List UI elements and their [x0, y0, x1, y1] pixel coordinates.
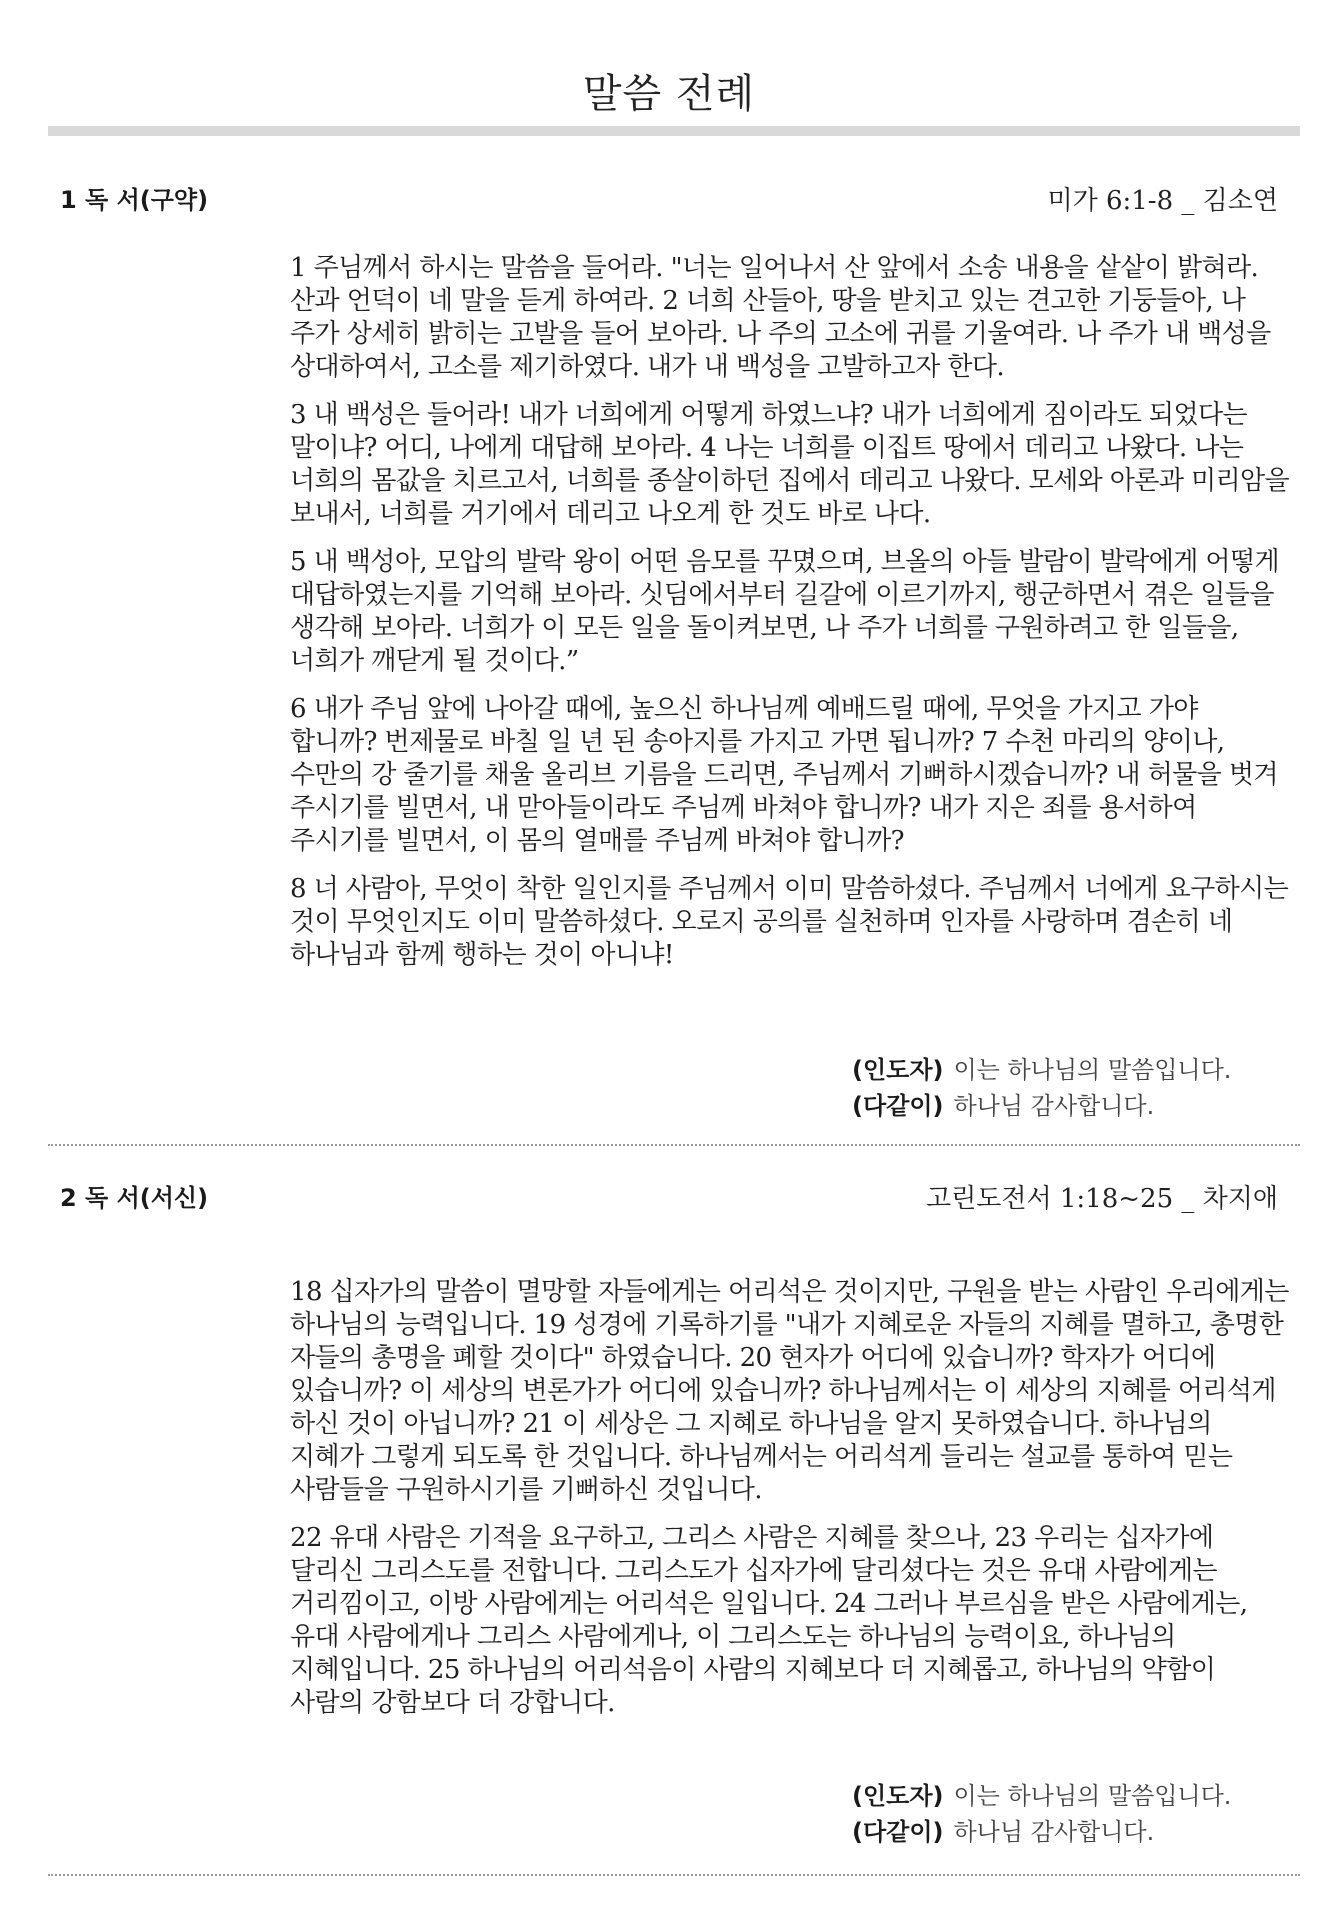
- congregation-text: 하나님 감사합니다.: [953, 1818, 1155, 1846]
- scripture-paragraph: 3 내 백성은 들어라! 내가 너희에게 어떻게 하였느냐? 내가 너희에게 짐이라도 되었다는 말이냐? 어디, 나에게 대답해 보아라. 4 나는 너희를 이집트 땅에서 데리고 나왔다. 나는 너희의 몸값을 치르고서, 너희를 종살이하던 집에서 데리고 나왔다. 모세와 아론과 미리암을 보내서, 너희를 거기에서 데리고 나오게 한 것도 바로 나다.: [290, 400, 1290, 529]
- page-title: 말씀 전례: [582, 71, 756, 117]
- congregation-text: 하나님 감사합니다.: [953, 1092, 1155, 1120]
- scripture-paragraph: 8 너 사람아, 무엇이 착한 일인지를 주님께서 이미 말씀하셨다. 주님께서 너에게 요구하시는 것이 무엇인지도 이미 말씀하셨다. 오로지 공의를 실천하며 인자를 사랑하며 겸손히 네 하나님과 함께 행하는 것이 아니냐!: [290, 874, 1289, 970]
- leader-label: (인도자): [852, 1056, 944, 1084]
- congregation-label: (다같이): [852, 1818, 944, 1846]
- leader-text: 이는 하나님의 말씀입니다.: [953, 1782, 1232, 1810]
- congregation-label: (다같이): [852, 1092, 944, 1120]
- leader-response: [852, 1052, 1292, 1088]
- scripture-paragraph: 6 내가 주님 앞에 나아갈 때에, 높으신 하나님께 예배드릴 때에, 무엇을 가지고 가야 합니까? 번제물로 바칠 일 년 된 송아지를 가지고 가면 됩니까? 7 수천 마리의 양이나, 수만의 강 줄기를 채울 올리브 기름을 드리면, 주님께서 기뻐하시겠습니까? 내 허물을 벗겨 주시기를 빌면서, 내 맏아들이라도 주님께 바쳐야 합니까? 내가 지은 죄를 용서하여 주시기를 빌면서, 이 몸의 열매를 주님께 바쳐야 합니까?: [290, 694, 1278, 856]
- reading-label: 1 독 서(구약): [60, 186, 209, 214]
- scripture-paragraph: 5 내 백성아, 모압의 발락 왕이 어떤 음모를 꾸몄으며, 브올의 아들 발람이 발락에게 어떻게 대답하였는지를 기억해 보아라. 싯딤에서부터 길갈에 이르기까지, 행군하면서 겪은 일들을 생각해 보아라. 너희가 이 모든 일을 돌이켜보면, 나 주가 너희를 구원하려고 한 일들을, 너희가 깨닫게 될 것이다.”: [290, 547, 1279, 676]
- reading-reference: 고린도전서 1:18~25 _ 차지애: [926, 1184, 1278, 1214]
- congregation-response: [852, 1814, 1292, 1850]
- reading-1-text: [290, 252, 1290, 987]
- reading-1-response: [852, 1052, 1292, 1124]
- reading-2-response: [852, 1778, 1292, 1850]
- scripture-paragraph: 18 십자가의 말씀이 멸망할 자들에게는 어리석은 것이지만, 구원을 받는 사람인 우리에게는 하나님의 능력입니다. 19 성경에 기록하기를 "내가 지혜로운 자들의 지혜를 멸하고, 총명한 자들의 총명을 폐할 것이다" 하였습니다. 20 현자가 어디에 있습니까? 학자가 어디에 있습니까? 이 세상의 변론가가 어디에 있습니까? 하나님께서는 이 세상의 지혜를 어리석게 하신 것이 아닙니까? 21 이 세상은 그 지혜로 하나님을 알지 못하였습니다. 하나님의 지혜가 그렇게 되도록 한 것입니다. 하나님께서는 어리석게 들리는 설교를 통하여 믿는 사람들을 구원하시기를 기뻐하신 것입니다.: [290, 1277, 1289, 1505]
- congregation-response: [852, 1088, 1292, 1124]
- reading-label: 2 독 서(서신): [60, 1184, 209, 1212]
- title-divider: [48, 126, 1300, 136]
- section-divider: [48, 1144, 1300, 1146]
- leader-text: 이는 하나님의 말씀입니다.: [953, 1056, 1232, 1084]
- reading-reference: 미가 6:1-8 _ 김소연: [1047, 186, 1278, 216]
- scripture-paragraph: 1 주님께서 하시는 말씀을 들어라. "너는 일어나서 산 앞에서 소송 내용을 샅샅이 밝혀라. 산과 언덕이 네 말을 듣게 하여라. 2 너희 산들아, 땅을 받치고 있는 견고한 기둥들아, 나 주가 상세히 밝히는 고발을 들어 보아라. 나 주의 고소에 귀를 기울여라. 나 주가 내 백성을 상대하여서, 고소를 제기하였다. 내가 내 백성을 고발하고자 한다.: [290, 253, 1271, 382]
- leader-label: (인도자): [852, 1782, 944, 1810]
- scripture-paragraph: 22 유대 사람은 기적을 요구하고, 그리스 사람은 지혜를 찾으나, 23 우리는 십자가에 달리신 그리스도를 전합니다. 그리스도가 십자가에 달리셨다는 것은 유대 사람에게는 거리낌이고, 이방 사람에게는 어리석은 일입니다. 24 그러나 부르심을 받은 사람에게는, 유대 사람에게나 그리스 사람에게나, 이 그리스도는 하나님의 능력이요, 하나님의 지혜입니다. 25 하나님의 어리석음이 사람의 지혜보다 더 지혜롭고, 하나님의 약함이 사람의 강함보다 더 강합니다.: [290, 1523, 1248, 1718]
- reading-2-text: [290, 1276, 1290, 1735]
- leader-response: [852, 1778, 1292, 1814]
- section-divider: [48, 1874, 1300, 1876]
